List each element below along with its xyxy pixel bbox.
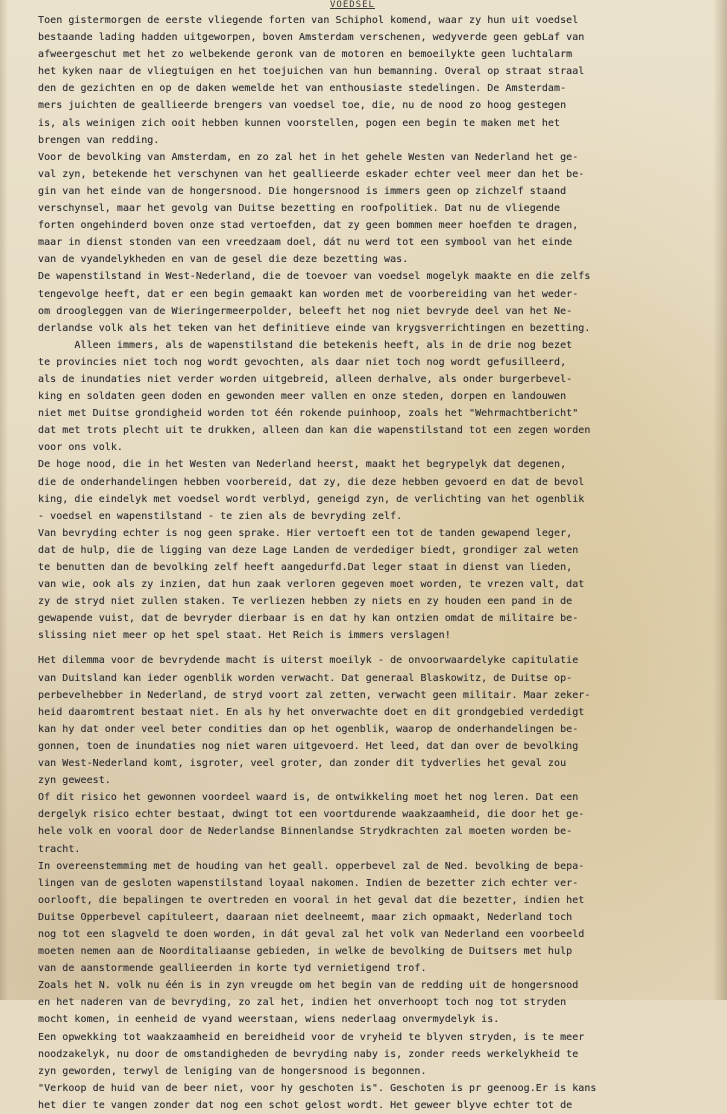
text-line: lingen van de gesloten wapenstilstand loyaal nakomen. Indien de bezetter zich echter ver- [38, 877, 579, 889]
text-line: van Duitsland kan ieder ogenblik worden verwacht. Dat generaal Blaskowitz, de Duitse op- [38, 672, 573, 684]
text-line: nog tot een slagveld te doen worden, in dát geval zal het volk van Nederland een voorbeeld [38, 928, 585, 940]
text-line: voor ons volk. [38, 442, 123, 454]
text-line: verschynsel, maar het gevolg van Duitse bezetting en roofpolitiek. Dat nu de vliegende [38, 203, 561, 215]
text-line: om droogleggen van de Wieringermeerpolder, beleeft het nog niet bevryde deel van het Ne- [38, 305, 573, 317]
text-line: - voedsel en wapenstilstand - te zien als de bevryding zelf. [38, 510, 403, 522]
page-edge-shadow-right [713, 0, 727, 1000]
text-line: derlandse volk als het teken van het definitieve einde van krygsverrichtingen en bezetting. [38, 322, 591, 334]
text-line: De hoge nood, die in het Westen van Nederland heerst, maakt het begrypelyk dat degenen, [38, 459, 567, 471]
text-line: gewapende vuist, dat de bevryder dierbaar is en dat hy kan ontzien omdat de militaire be- [38, 613, 579, 625]
text-line: Duitse Opperbevel capituleert, daaraan niet deelneemt, maar zich opmaakt, Nederland toch [38, 911, 573, 923]
text-line: Van bevryding echter is nog geen sprake. Hier vertoeft een tot de tanden gewapend leger, [38, 527, 573, 539]
text-line: zy de stryd niet zullen staken. Te verliezen hebben zy niets en zy houden een pand in de [38, 596, 573, 608]
text-line: bestaande lading hadden uitgeworpen, boven Amsterdam verschenen, wedyverde geen gebLaf van [38, 32, 585, 44]
text-line: zyn geweest. [38, 775, 111, 787]
text-line: "Verkoop de huid van de beer niet, voor hy geschoten is". Geschoten is pr geenoog.Er is kans [38, 1082, 597, 1094]
text-line: tengevolge heeft, dat er een begin gemaakt kan worden met de voorbereiding van het weder- [38, 288, 579, 300]
text-line: Een opwekking tot waakzaamheid en bereidheid voor de vryheid te blyven stryden, is te meer [38, 1031, 585, 1043]
text-line: Voor de bevolking van Amsterdam, en zo zal het in het gehele Westen van Nederland het ge- [38, 151, 579, 163]
text-line: afweergeschut met het zo welbekende geronk van de motoren en bemoeilykte geen luchtalarm [38, 49, 573, 61]
text-line: tracht. [38, 843, 81, 855]
text-line: Het dilemma voor de bevrydende macht is uiterst moeilyk - de onvoorwaardelyke capitulatie [38, 655, 579, 667]
text-line: is, als weinigen zich ooit hebben kunnen voorstellen, pogen een begin te maken met het [38, 117, 561, 129]
text-line: van de vyandelykheden en van de gesel die deze bezetting was. [38, 254, 409, 266]
text-line: De wapenstilstand in West-Nederland, die de toevoer van voedsel mogelyk maakte en die zelfs [38, 271, 591, 283]
text-line: maar in dienst stonden van een vreedzaam doel, dát nu werd tot een symbool van het einde [38, 237, 573, 249]
text-line: van wie, ook als zy inzien, dat hun zaak verloren gegeven moet worden, te vrezen valt, dat [38, 579, 585, 591]
text-line: het dier te vangen zonder dat nog een schot gelost wordt. Het geweer blyve echter tot de [38, 1099, 573, 1111]
text-line: zyn geworden, terwyl de leniging van de hongersnood is begonnen. [38, 1065, 427, 1077]
text-line: oorlooft, die bepalingen te overtreden en vooral in het geval dat die bezetter, indien het [38, 894, 585, 906]
text-line: van West-Nederland komt, isgroter, veel groter, dan zonder dit tydverlies het geval zou [38, 758, 567, 770]
text-line: Of dit risico het gewonnen voordeel waard is, de ontwikkeling moet het nog leren. Dat een [38, 792, 579, 804]
text-line: niet met Duitse grondigheid worden tot één rokende puinhoop, zoals het "Wehrmachtbericht" [38, 408, 579, 420]
text-line: te benutten dan de bevolking zelf heeft aangedurfd.Dat leger staat in dienst van lieden, [38, 562, 573, 573]
document-heading: VOEDSEL [330, 0, 375, 10]
text-line: te provincies niet toch nog wordt gevochten, als daar niet toch nog wordt gefusilleerd, [38, 356, 567, 368]
text-line: dat de hulp, die de ligging van deze Lage Landen de verdediger biedt, grondiger zal weten [38, 544, 579, 556]
text-line: den de gezichten en op de daken wemelde het van enthousiaste stedelingen. De Amsterdam- [38, 83, 567, 95]
text-line: kan hy dat onder veel beter condities dan op het ogenblik, waarop de onderhandelingen be- [38, 723, 579, 735]
text-line: van de aanstormende geallieerden in korte tyd vernietigend trof. [38, 963, 427, 975]
text-line: brengen van redding. [38, 134, 160, 146]
text-line: en het naderen van de bevryding, zo zal het, indien het onverhoopt toch nog tot stryden [38, 997, 567, 1009]
text-line: Zoals het N. volk nu één is in zyn vreugde om het begin van de redding uit de hongersnood [38, 980, 579, 992]
text-line: Alleen immers, als de wapenstilstand die betekenis heeft, als in de drie nog bezet [38, 339, 573, 351]
paragraph-gap [38, 644, 698, 652]
text-line: het kyken naar de vliegtuigen en het toejuichen van hun bemanning. Overal op straat straal [38, 66, 585, 78]
page-edge-shadow-left [0, 0, 8, 1000]
text-line: dergelyk risico echter bestaat, dwingt tot een voortdurende waakzaamheid, die door het ge- [38, 809, 585, 821]
text-line: king en soldaten geen doden en gewonden meer vallen en onze steden, dorpen en landouwen [38, 391, 567, 403]
text-line: slissing niet meer op het spel staat. Het Reich is immers verslagen! [38, 630, 451, 642]
text-line: forten ongehinderd boven onze stad vertoefden, dat zy geen bommen meer hoefden te dragen, [38, 220, 579, 232]
text-line: mers juichten de geallieerde brengers van voedsel toe, die, nu de nood zo hoog gestegen [38, 100, 567, 112]
text-line: king, die eindelyk met voedsel wordt verblyd, geneigd zyn, de verlichting van het ogenblik [38, 493, 585, 505]
text-line: als de inundaties niet verder worden uitgebreid, alleen derhalve, als onder burgerbevel- [38, 373, 573, 385]
text-line: In overeenstemming met de houding van het geall. opperbevel zal de Ned. bevolking de bepa- [38, 860, 585, 872]
text-line: noodzakelyk, nu door de omstandigheden de bevryding naby is, zonder reeds werkelykheid te [38, 1048, 579, 1060]
text-line: hele volk en vooral door de Nederlandse Binnenlandse Strydkrachten zal moeten worden be- [38, 826, 573, 838]
text-line: heid daaromtrent bestaat niet. En als hy het onverwachte doet en dit grondgebied verdedigt [38, 706, 585, 718]
document-body [38, 12, 698, 1114]
text-line: Toen gistermorgen de eerste vliegende forten van Schiphol komend, waar zy hun uit voedsel [38, 15, 579, 26]
text-line: mocht komen, in eenheid de vyand weerstaan, wiens nederlaag onvermydelyk is. [38, 1014, 500, 1026]
text-line: dat met trots plecht uit te drukken, alleen dan kan die wapenstilstand tot een zegen worden [38, 425, 591, 437]
text-line: die de onderhandelingen hebben voorbereid, dat zy, die deze hebben gevoerd en dat de bevol [38, 476, 585, 488]
text-line: perbevelhebber in Nederland, de stryd voort zal zetten, verwacht geen militair. Maar zeker- [38, 689, 591, 701]
text-line: val zyn, betekende het verschynen van het geallieerde eskader echter veel meer dan het be- [38, 168, 585, 180]
text-line: gin van het einde van de hongersnood. Die hongersnood is immers geen op zichzelf staand [38, 185, 567, 197]
text-line: gonnen, toen de inundaties nog niet waren uitgevoerd. Het leed, dat dan over de bevolking [38, 740, 579, 752]
text-line: moeten nemen aan de Noorditaliaanse gebieden, in welke de bevolking de Duitsers met hulp [38, 946, 573, 958]
